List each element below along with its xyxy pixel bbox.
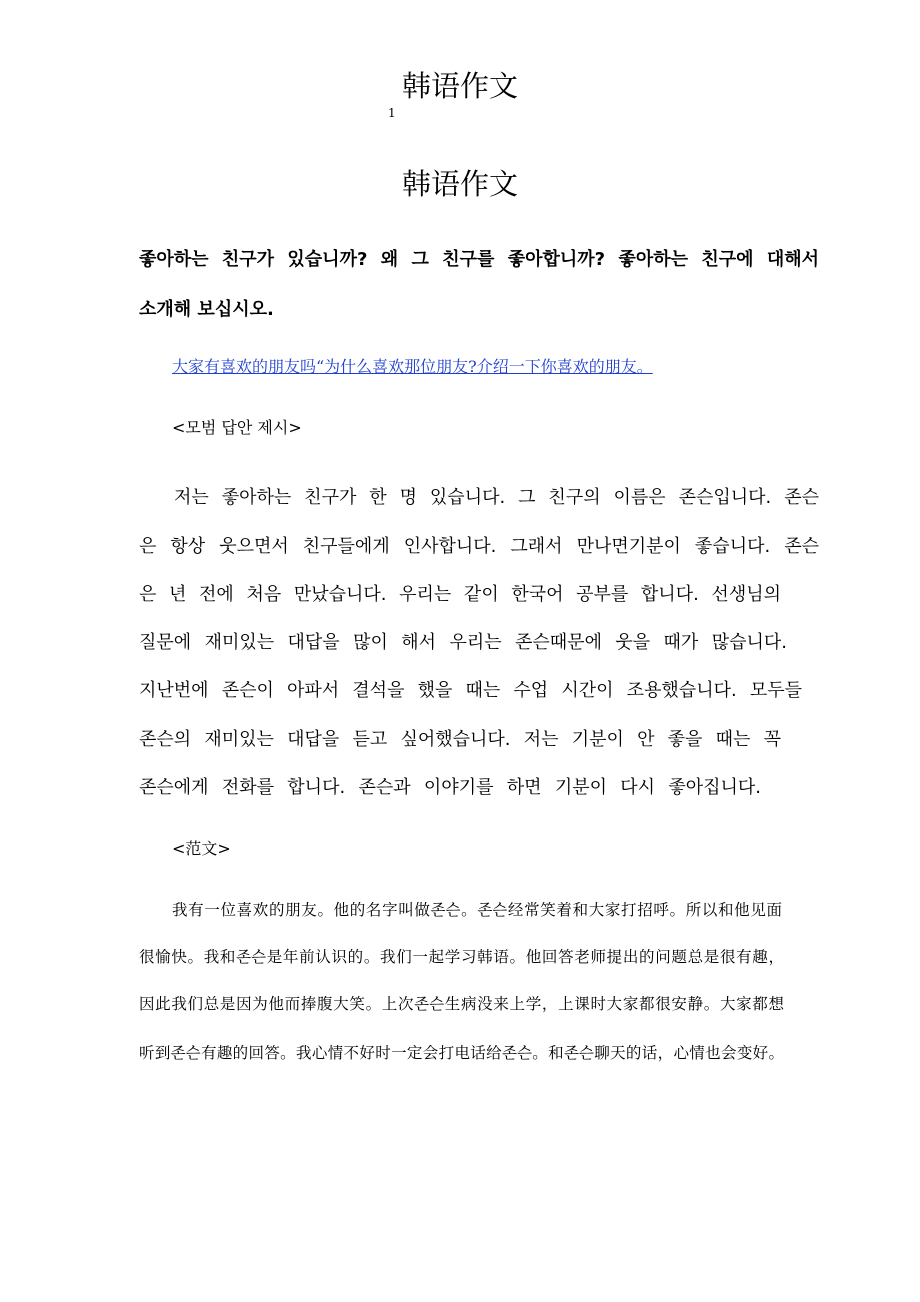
korean-line: 지난번에 존슨이 아파서 결석을 했을 때는 수업 시간이 조용했습니다. 모두들 (139, 680, 802, 701)
chinese-line: 很愉快。我和존슨是年前认识的。我们一起学习韩语。他回答老师提出的问题总是很有趣， (139, 948, 784, 966)
korean-line: 은 년 전에 처음 만났습니다. 우리는 같이 한국어 공부를 합니다. 선생님의 (139, 584, 781, 605)
korean-line: 존슨에게 전화를 합니다. 존슨과 이야기를 하면 기분이 다시 좋아집니다. (139, 777, 761, 798)
chinese-line: 因此我们总是因为他而捧腹大笑。上次존슨生病没来上学，上课时大家都很安静。大家都想 (139, 995, 784, 1013)
korean-line: 은 항상 웃으면서 친구들에게 인사합니다. 그래서 만나면기분이 좋습니다. 존슨 (139, 536, 819, 557)
chinese-section-label: <范文> (172, 839, 231, 858)
document-title: 韩语作文 (401, 167, 518, 201)
korean-line: 질문에 재미있는 대답을 많이 해서 우리는 존슨때문에 웃을 때가 많습니다. (139, 632, 787, 653)
page-number: 1 (388, 106, 396, 120)
prompt-line: 좋아하는 친구가 있습니까? 왜 그 친구를 좋아합니까? 좋아하는 친구에 대해서 (139, 249, 819, 270)
chinese-line: 听到존슨有趣的回答。我心情不好时一定会打电话给존슨。和존슨聊天的话，心情也会变好。 (139, 1044, 784, 1062)
header-title: 韩语作文 (401, 69, 518, 103)
korean-line: 존슨의 재미있는 대답을 듣고 싶어했습니다. 저는 기분이 안 좋을 때는 꼭 (139, 729, 781, 750)
translation-link[interactable]: 大家有喜欢的朋友吗“为什么喜欢那位朋友?介绍一下你喜欢的朋友。 (172, 357, 653, 376)
chinese-line: 我有一位喜欢的朋友。他的名字叫做존슨。존슨经常笑着和大家打招呼。所以和他见面 (172, 901, 782, 919)
korean-line: 저는 좋아하는 친구가 한 명 있습니다. 그 친구의 이름은 존슨입니다. 존슨 (174, 487, 819, 508)
model-answer-label: <모범 답안 제시> (172, 418, 302, 437)
prompt-line: 소개해 보십시오. (139, 299, 274, 320)
